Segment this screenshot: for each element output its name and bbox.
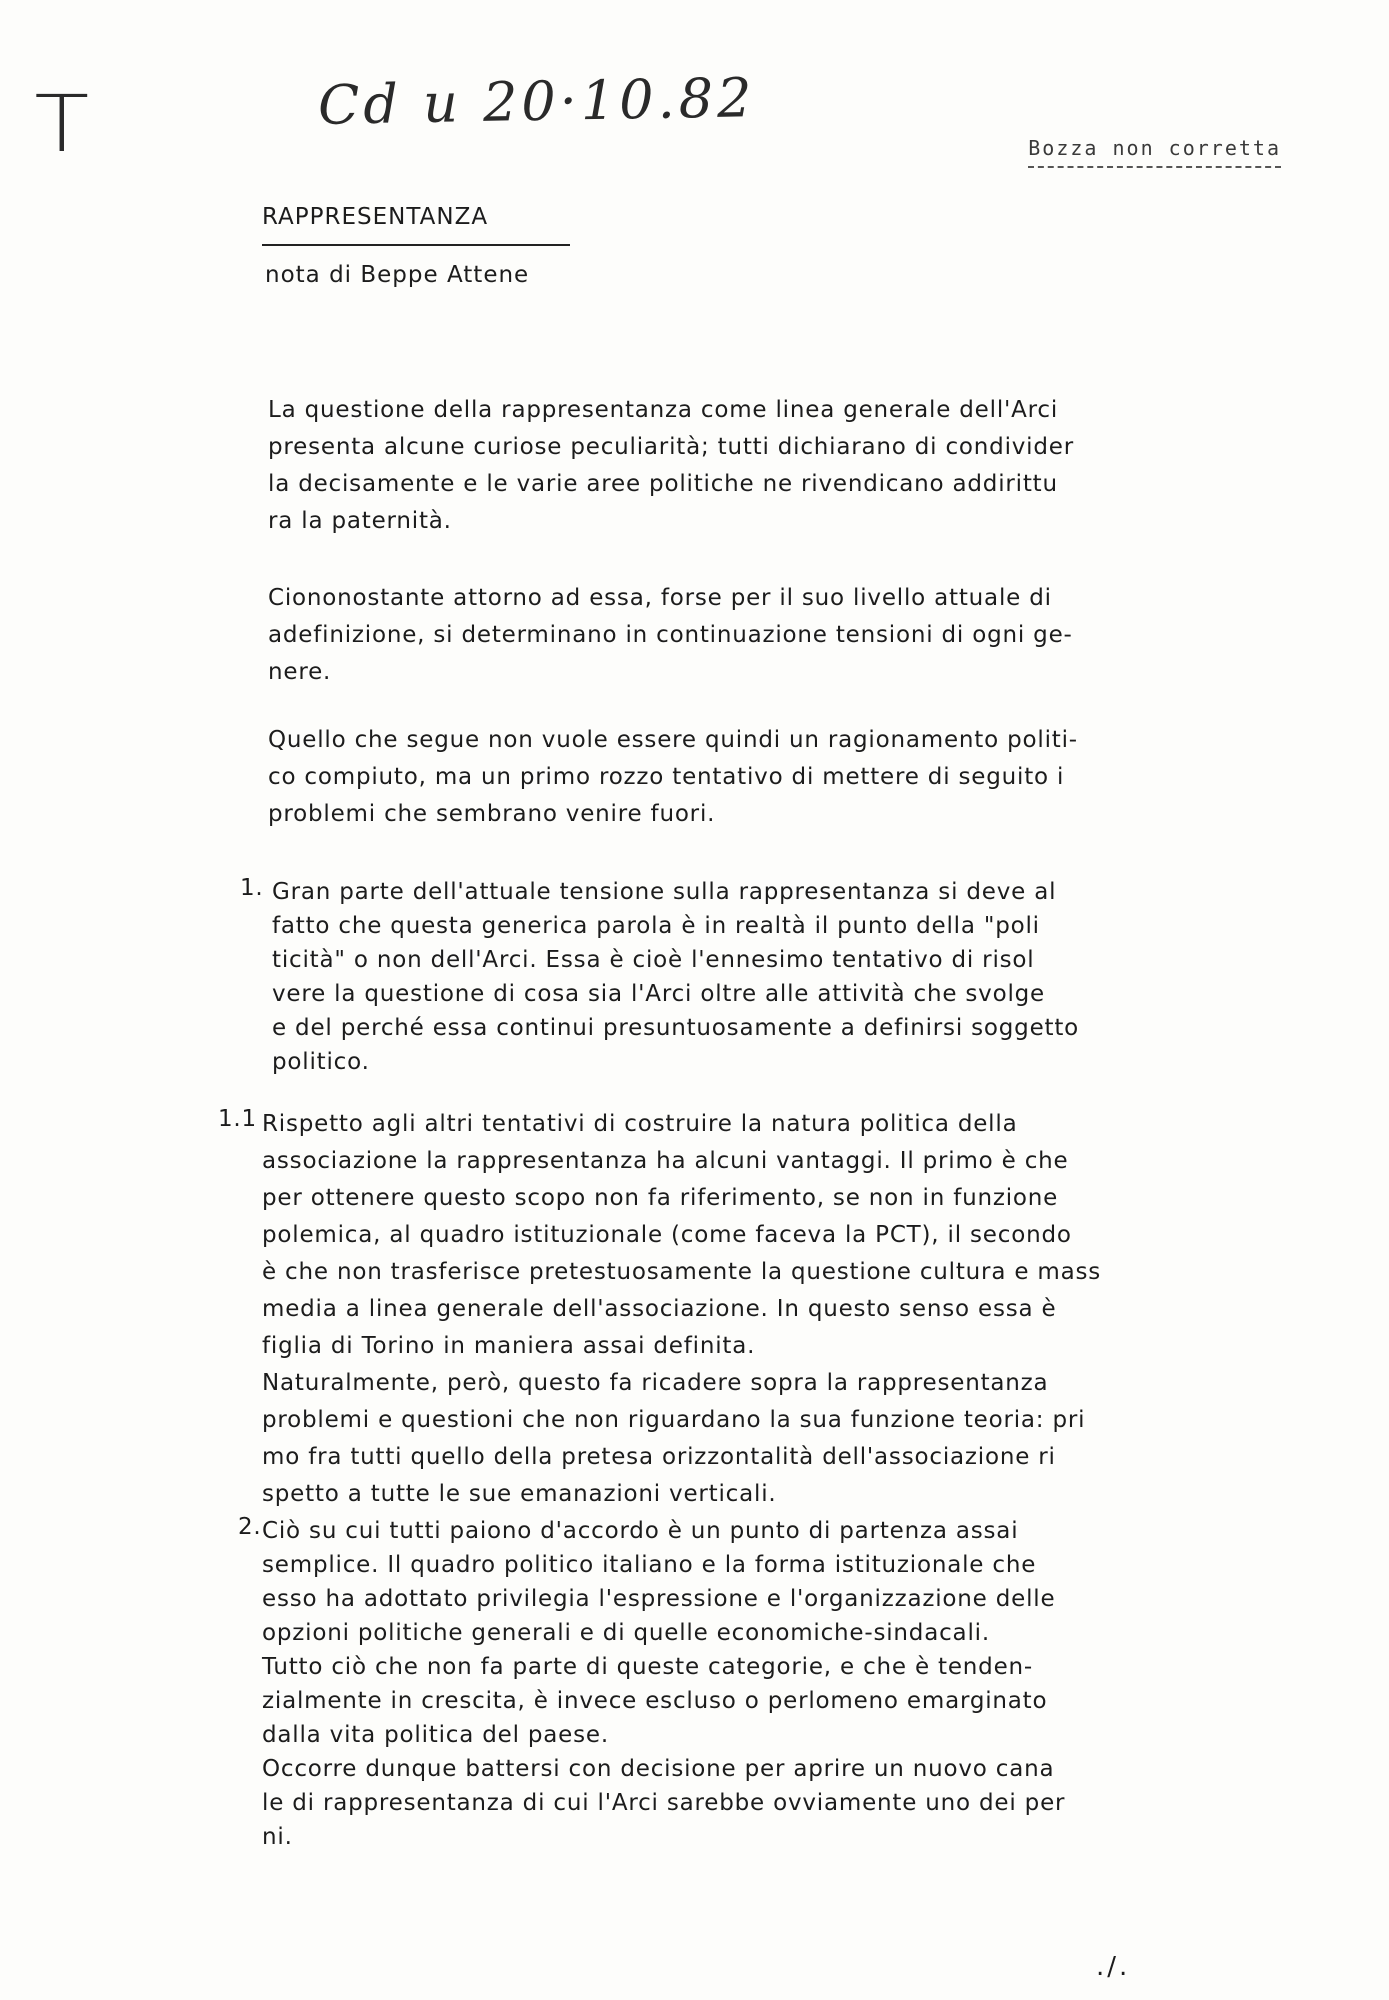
text-line: polemica, al quadro istituzionale (come faceva la PCT), il secondo — [262, 1222, 1072, 1248]
text-line: nere. — [268, 659, 332, 685]
section-number: 2. — [238, 1514, 262, 1540]
text-line: opzioni politiche generali e di quelle economiche-sindacali. — [262, 1620, 990, 1646]
text-line: e del perché essa continui presuntuosamente a definirsi soggetto — [272, 1015, 1080, 1041]
text-line: presenta alcune curiose peculiarità; tutti dichiarano di condivider — [268, 434, 1074, 460]
section-number: 1.1 — [218, 1106, 257, 1132]
text-line: ni. — [262, 1824, 293, 1850]
handwritten-mark: T — [34, 80, 90, 170]
text-line: zialmente in crescita, è invece escluso o perlomeno emarginato — [262, 1688, 1048, 1714]
text-line: esso ha adottato privilegia l'espressione e l'organizzazione delle — [262, 1586, 1056, 1612]
text-line: adefinizione, si determinano in continuazione tensioni di ogni ge- — [268, 622, 1073, 648]
text-line: per ottenere questo scopo non fa riferimento, se non in funzione — [262, 1185, 1059, 1211]
text-line: spetto a tutte le sue emanazioni verticali. — [262, 1481, 777, 1507]
text-line: ra la paternità. — [268, 508, 452, 534]
text-line: La questione della rappresentanza come linea generale dell'Arci — [268, 397, 1059, 423]
text-line: problemi che sembrano venire fuori. — [268, 801, 716, 827]
text-line: Tutto ciò che non fa parte di queste categorie, e che è tenden- — [262, 1654, 1033, 1680]
text-line: Quello che segue non vuole essere quindi un ragionamento politi- — [268, 727, 1078, 753]
text-line: è che non trasferisce pretestuosamente la questione cultura e mass — [262, 1259, 1102, 1285]
section-body — [272, 875, 1272, 1079]
text-line: Ciò su cui tutti paiono d'accordo è un punto di partenza assai — [262, 1518, 1019, 1544]
text-line: ticità" o non dell'Arci. Essa è cioè l'ennesimo tentativo di risol — [272, 947, 1035, 973]
text-line: associazione la rappresentanza ha alcuni vantaggi. Il primo è che — [262, 1148, 1069, 1174]
text-line: Ciononostante attorno ad essa, forse per il suo livello attuale di — [268, 585, 1052, 611]
text-line: fatto che questa generica parola è in realtà il punto della "poli — [272, 913, 1040, 939]
text-line: media a linea generale dell'associazione. In questo senso essa è — [262, 1296, 1057, 1322]
text-line: Occorre dunque battersi con decisione per aprire un nuovo cana — [262, 1756, 1055, 1782]
text-line: problemi e questioni che non riguardano la sua funzione teoria: pri — [262, 1407, 1086, 1433]
text-line: co compiuto, ma un primo rozzo tentativo di mettere di seguito i — [268, 764, 1065, 790]
draft-note: Bozza non corretta — [1028, 136, 1281, 160]
document-title: RAPPRESENTANZA — [262, 204, 570, 246]
intro-paragraph-2 — [268, 580, 1258, 691]
continuation-mark: ./. — [1096, 1952, 1131, 1982]
intro-paragraph-1 — [268, 392, 1258, 540]
text-line: vere la questione di cosa sia l'Arci oltre alle attività che svolge — [272, 981, 1045, 1007]
text-line: figlia di Torino in maniera assai definita. — [262, 1333, 756, 1359]
text-line: Rispetto agli altri tentativi di costruire la natura politica della — [262, 1111, 1018, 1137]
handwritten-date-annotation: Cd u 20·10.82 — [317, 66, 756, 137]
text-line: mo fra tutti quello della pretesa orizzontalità dell'associazione ri — [262, 1444, 1056, 1470]
text-line: Gran parte dell'attuale tensione sulla rappresentanza si deve al — [272, 879, 1057, 905]
document-author: nota di Beppe Attene — [265, 262, 530, 288]
text-line: dalla vita politica del paese. — [262, 1722, 609, 1748]
text-line: le di rappresentanza di cui l'Arci sarebbe ovviamente uno dei per — [262, 1790, 1066, 1816]
intro-paragraph-3 — [268, 722, 1258, 833]
text-line: Naturalmente, però, questo fa ricadere sopra la rappresentanza — [262, 1370, 1049, 1396]
text-line: semplice. Il quadro politico italiano e la forma istituzionale che — [262, 1552, 1037, 1578]
section-number: 1. — [240, 875, 264, 901]
section-body — [262, 1106, 1282, 1513]
section-body — [262, 1514, 1272, 1854]
text-line: politico. — [272, 1049, 370, 1075]
text-line: la decisamente e le varie aree politiche ne rivendicano addirittu — [268, 471, 1058, 497]
